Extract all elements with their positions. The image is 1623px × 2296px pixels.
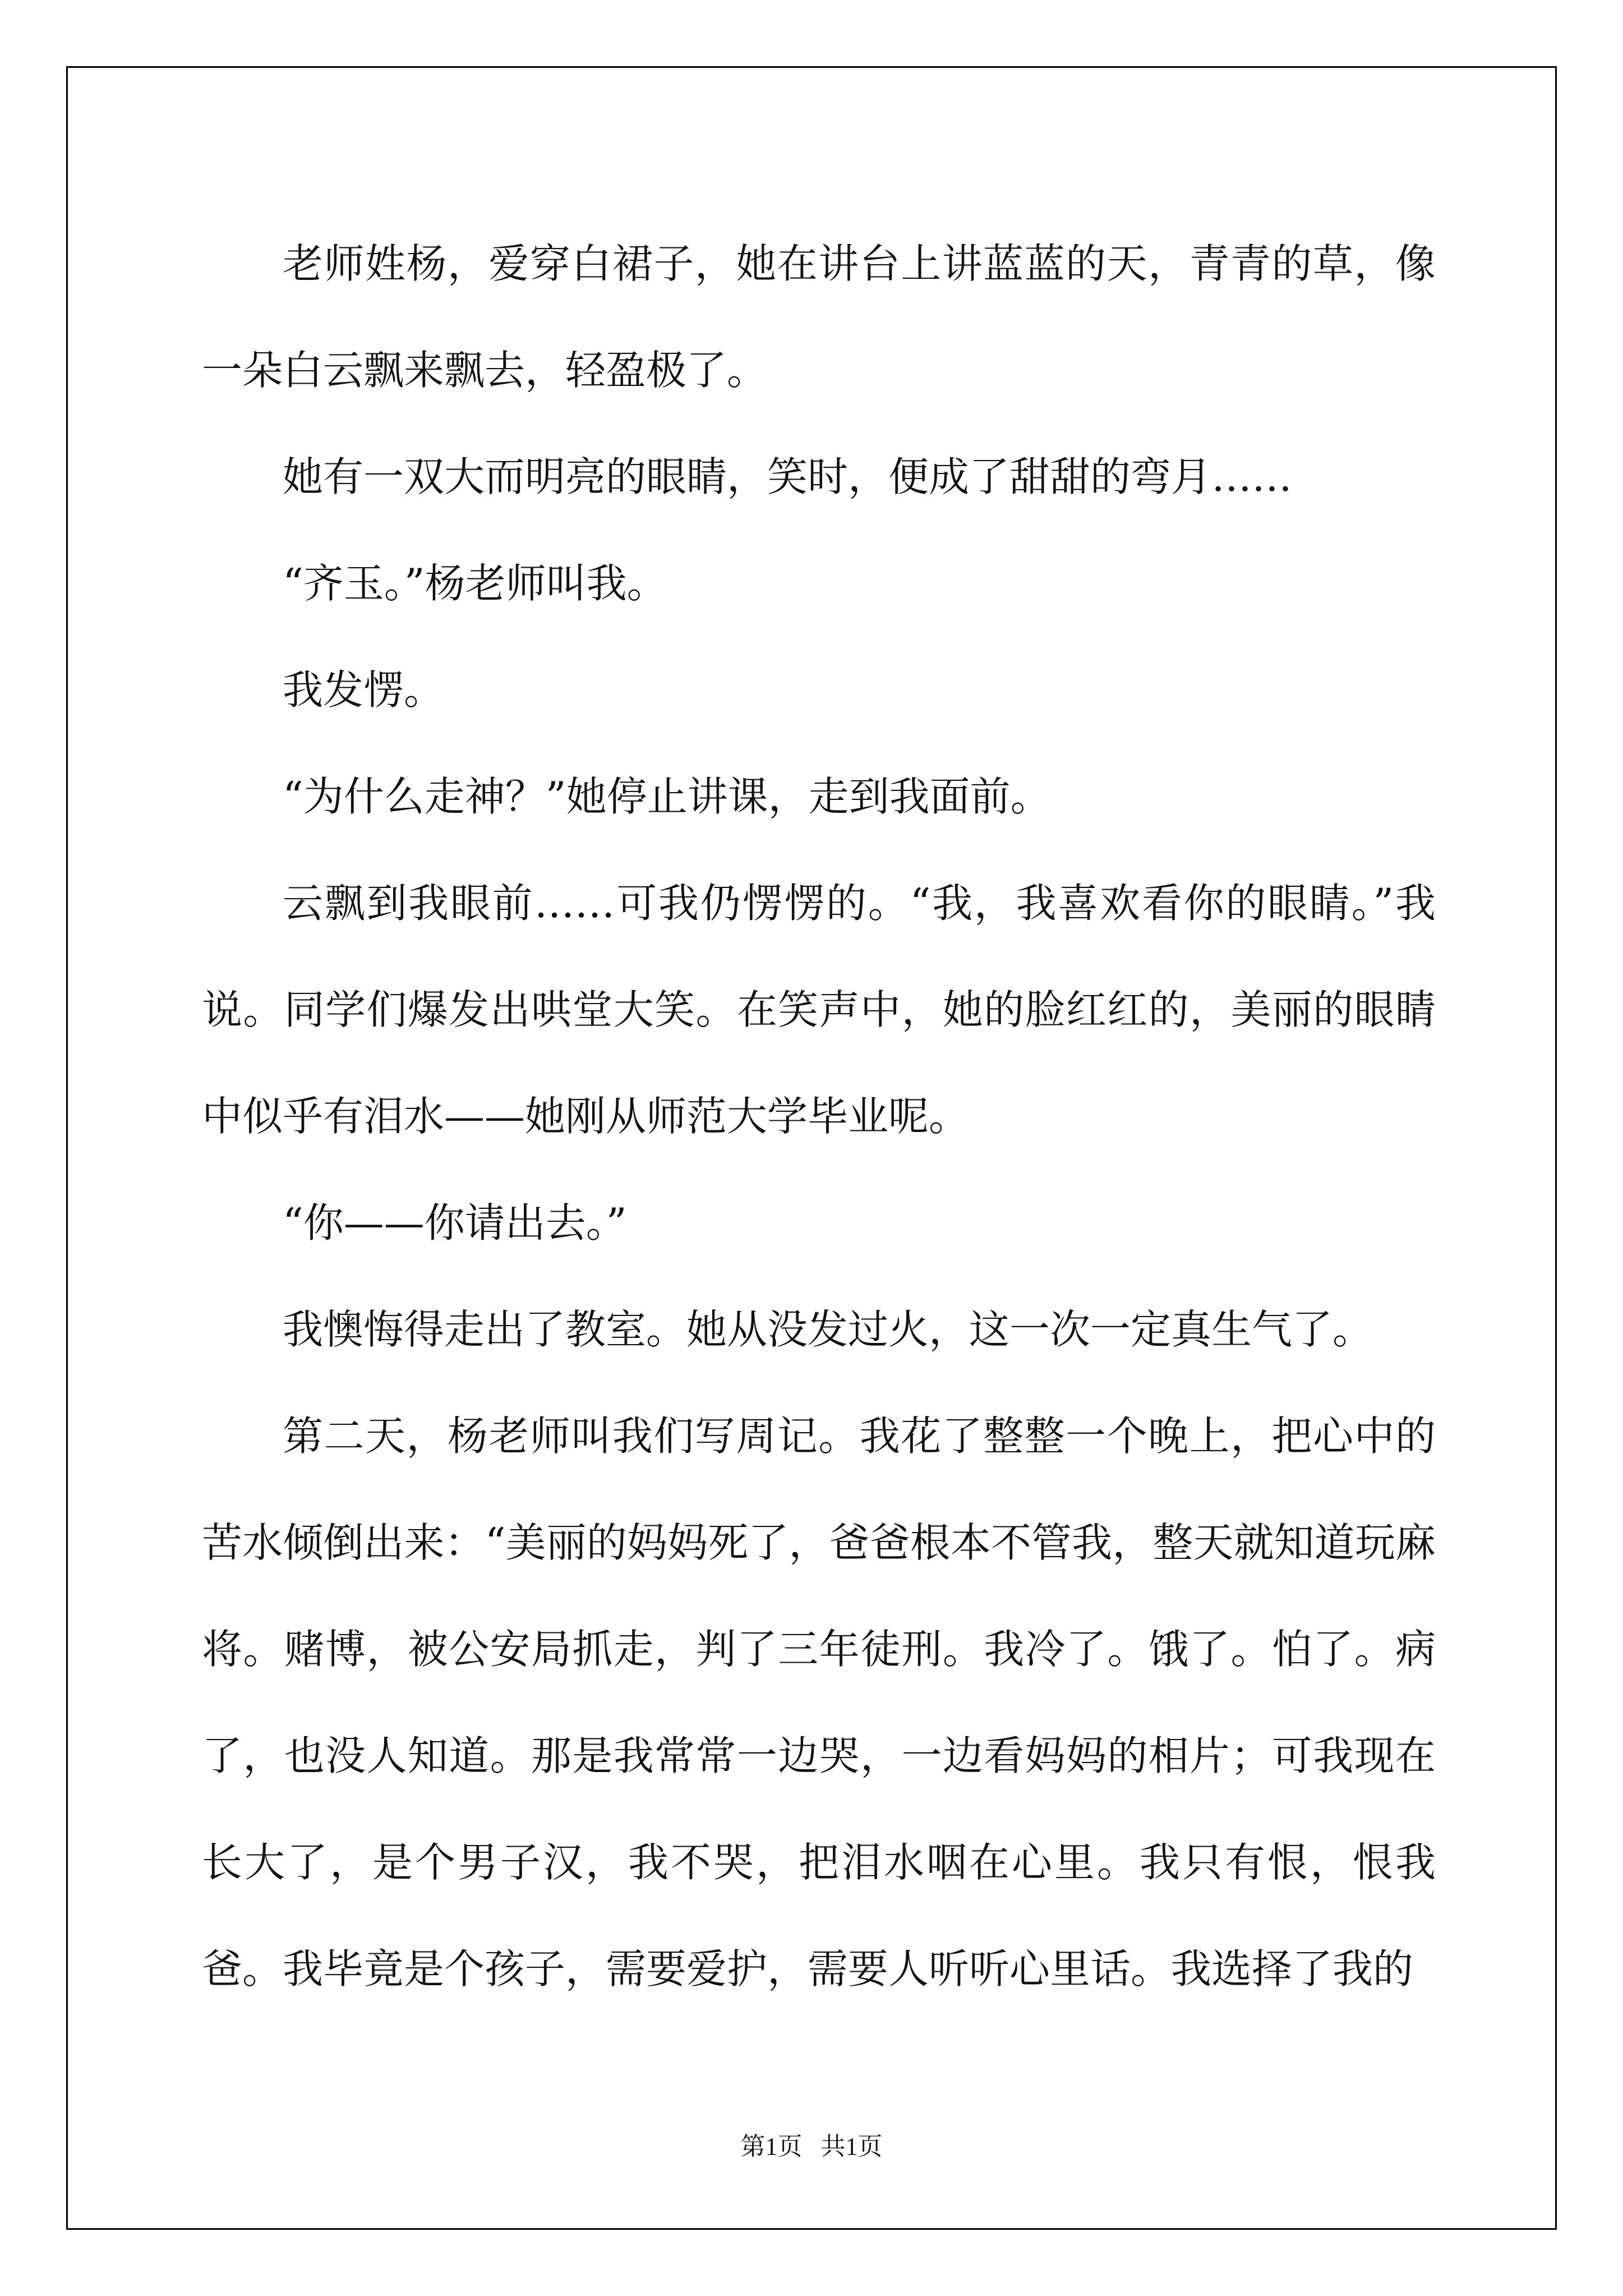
paragraph: “你——你请出去。” xyxy=(283,1199,627,1246)
paragraph: 第二天，杨老师叫我们写周记。我花了整整一个晚上，把心中的苦水倾倒出来：“美丽的妈妈死了，爸爸根本不管我，整天就知道玩麻将。赌博，被公安局抓走，判了三年徒刑。我冷了。饿了。怕了。病了，也没人知道。那是我常常一边哭，一边看妈妈的相片；可我现在长大了，是个男子汉，我不哭，把泪水咽在心里。我只有恨，恨我爸。我毕竟是个孩子，需要爱护，需要人听听心里话。我选择了我的 xyxy=(202,1412,1436,1993)
paragraph: “齐玉。”杨老师叫我。 xyxy=(283,560,667,607)
paragraph: 云飘到我眼前……可我仍愣愣的。“我，我喜欢看你的眼睛。”我说。同学们爆发出哄堂大笑。在笑声中，她的脸红红的，美丽的眼睛中似乎有泪水——她刚从师范大学毕业呢。 xyxy=(202,880,1436,1140)
paragraph: 我发愣。 xyxy=(283,666,445,714)
document-body xyxy=(202,210,1436,2022)
paragraph: 我懊悔得走出了教室。她从没发过火，这一次一定真生气了。 xyxy=(283,1306,1373,1353)
paragraph: “为什么走神？”她停止讲课，走到我面前。 xyxy=(283,773,1051,820)
paragraph: 她有一双大而明亮的眼睛，笑时，便成了甜甜的弯月…… xyxy=(283,453,1293,500)
paragraph: 老师姓杨，爱穿白裙子，她在讲台上讲蓝蓝的天，青青的草，像一朵白云飘来飘去，轻盈极了。 xyxy=(202,240,1436,394)
page-footer: 第1页 共1页 xyxy=(740,2133,883,2160)
